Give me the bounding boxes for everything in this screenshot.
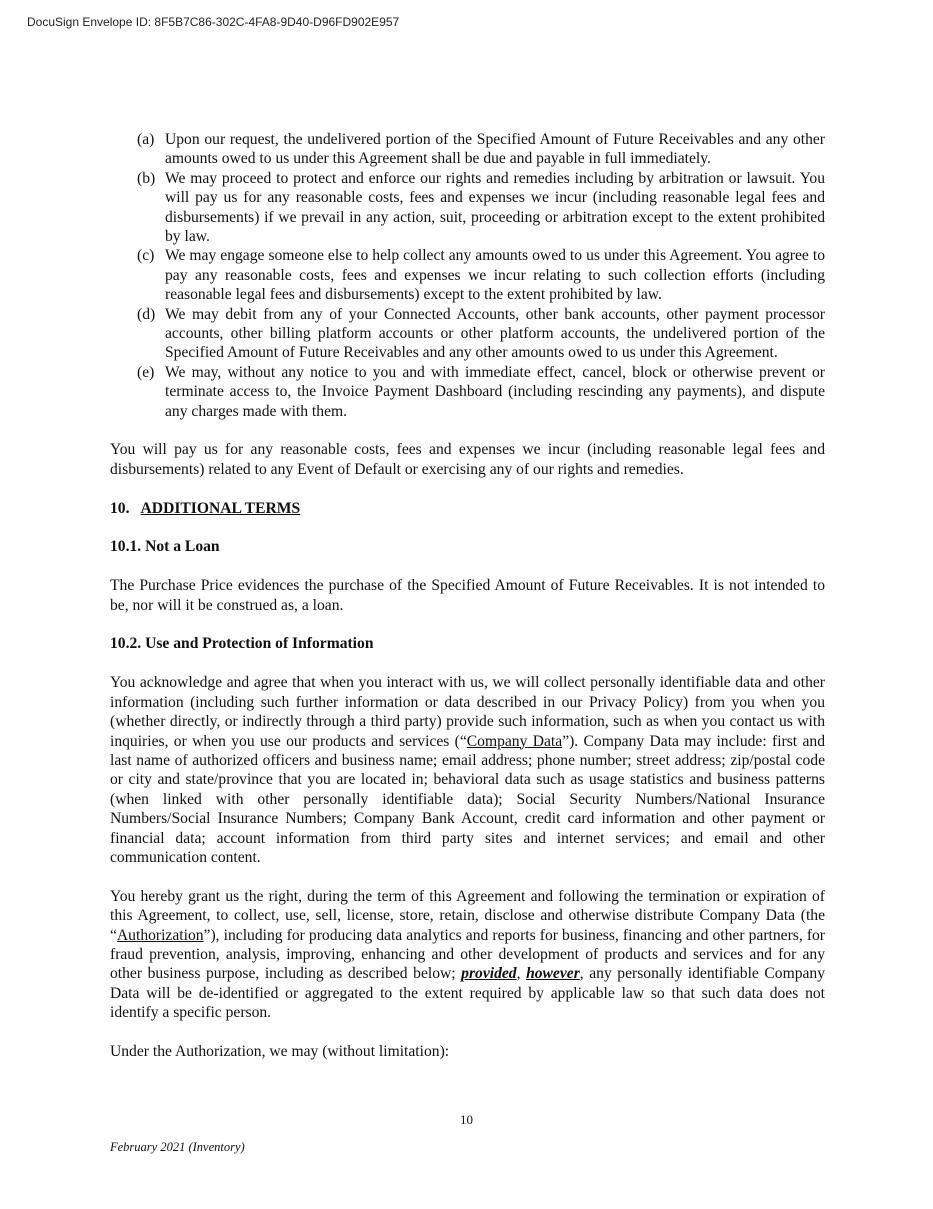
text-span: ”), including for producing data analytics and reports for business, financing and other partners, for fraud prevention, analysis, improving, enhancing and other development of products and services and for any other business purpose, including as described below; xyxy=(110,926,825,983)
list-item-text: We may debit from any of your Connected Accounts, other bank accounts, other payment processor accounts, other billing platform accounts or other platform accounts, the undelivered portion of the Specified Amount of Future Receivables and any other amounts owed to us under this Agreement. xyxy=(165,305,825,362)
list-item xyxy=(137,305,825,363)
emphasis-however: however xyxy=(526,965,580,983)
emphasis-provided: provided xyxy=(461,965,517,983)
authorization-intro: Under the Authorization, we may (without limitation): xyxy=(110,1042,450,1060)
text-span: ”). Company Data may include: first and last name of authorized officers and business name; email address; phone number; street address; zip/postal code or city and state/province that you are located in; behavioral data such as usage statistics and business patterns (when linked with other personally identifiable data); Social Security Numbers/National Insurance Numbers/Social Insurance Numbers; Company Bank Account, credit card information and other payment or financial data; account information from third party sites and internet services; and email and other communication content. xyxy=(110,732,825,866)
subsection-heading-use-of-information: 10.2. Use and Protection of Information xyxy=(110,635,374,653)
footer-version: February 2021 (Inventory) xyxy=(110,1140,245,1154)
list-marker: (e) xyxy=(137,363,155,381)
defined-term-authorization: Authorization xyxy=(116,926,204,944)
list-marker: (c) xyxy=(137,247,155,265)
list-marker: (d) xyxy=(137,305,156,323)
document-body xyxy=(110,130,825,1061)
list-item-text: We may proceed to protect and enforce our rights and remedies including by arbitration or lawsuit. You will pay us for any reasonable costs, fees and expenses we incur (including reasonable legal fees and disbursements) if we prevail in any action, suit, proceeding or arbitration except to the extent prohibited by law. xyxy=(165,169,825,246)
list-item xyxy=(137,363,825,421)
section-title: ADDITIONAL TERMS xyxy=(140,499,301,517)
section-number: 10. xyxy=(110,499,130,517)
text-span: , any personally identifiable Company Data will be de-identified or aggregated to the extent required by applicable law so that such data does not identify a specific person. xyxy=(110,965,826,1022)
company-data-paragraph xyxy=(110,673,825,867)
list-item-text: We may, without any notice to you and with immediate effect, cancel, block or otherwise prevent or terminate access to, the Invoice Payment Dashboard (including rescinding any payments), and dispute any charges made with them. xyxy=(165,363,825,420)
list-item xyxy=(137,130,825,169)
not-a-loan-paragraph: The Purchase Price evidences the purchase of the Specified Amount of Future Receivables. It is not intended to be, nor will it be construed as, a loan. xyxy=(110,577,825,614)
list-item-text: We may engage someone else to help collect any amounts owed to us under this Agreement. You agree to pay any reasonable costs, fees and expenses we incur relating to such collection efforts (including reasonable legal fees and disbursements) except to the extent prohibited by law. xyxy=(165,247,825,304)
text-span: You acknowledge and agree that when you interact with us, we will collect personally identifiable data and other information (including such further information or data described in our Privacy Policy) from you when you (whether directly, or indirectly through a third party) provide such information, such as when you contact us with inquiries, or when you use our products and services (“ xyxy=(110,674,825,750)
text-span: , xyxy=(516,965,527,983)
list-item xyxy=(137,169,825,247)
list-marker: (b) xyxy=(137,169,156,187)
list-item-text: Upon our request, the undelivered portion of the Specified Amount of Future Receivables and any other amounts owed to us under this Agreement shall be due and payable in full immediately. xyxy=(165,131,825,168)
authorization-paragraph xyxy=(110,887,825,1023)
remedies-list xyxy=(110,130,825,421)
section-heading xyxy=(110,499,825,518)
defined-term-company-data: Company Data xyxy=(466,732,563,750)
list-marker: (a) xyxy=(137,131,155,148)
text-span: You hereby grant us the right, during the term of this Agreement and following the termination or expiration of this Agreement, to collect, use, sell, license, store, retain, disclose and otherwise distribute Company Data (the “ xyxy=(110,887,825,944)
list-item xyxy=(137,246,825,304)
costs-paragraph: You will pay us for any reasonable costs, fees and expenses we incur (including reasonable legal fees and disbursements) related to any Event of Default or exercising any of our rights and remedies. xyxy=(110,441,825,478)
subsection-heading-not-a-loan: 10.1. Not a Loan xyxy=(110,538,220,556)
docusign-envelope-id: DocuSign Envelope ID: 8F5B7C86-302C-4FA8-9D40-D96FD902E957 xyxy=(27,15,400,29)
page-number: 10 xyxy=(460,1112,473,1127)
